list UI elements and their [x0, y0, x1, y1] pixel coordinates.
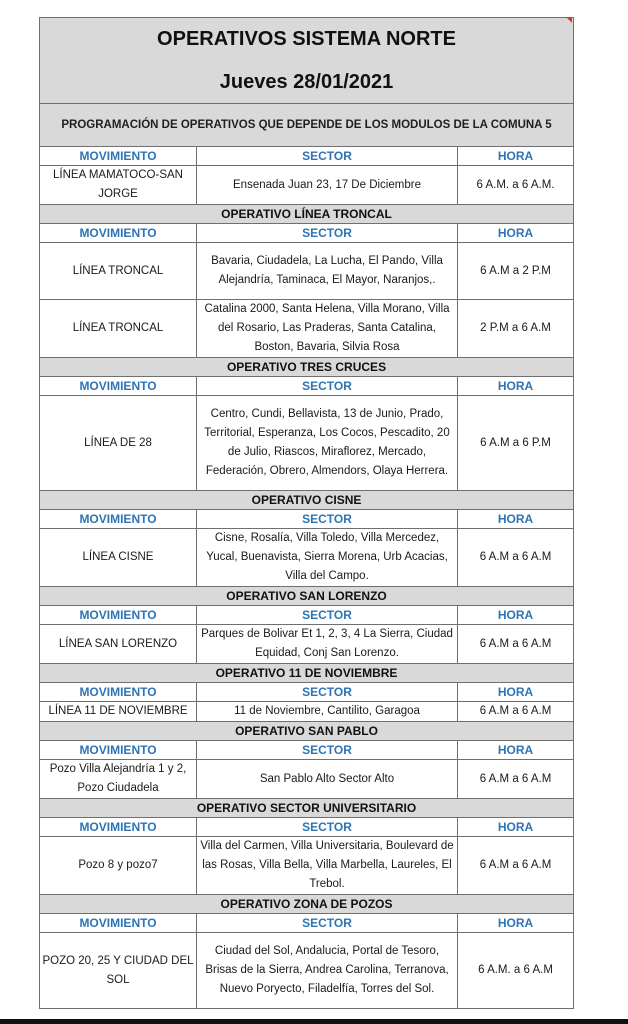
movimiento-cell: Pozo 8 y pozo7: [40, 837, 197, 895]
header-hora: HORA: [458, 606, 574, 625]
sector-cell: San Pablo Alto Sector Alto: [197, 760, 458, 799]
table-row: [40, 933, 574, 1009]
section-title: OPERATIVO 11 DE NOVIEMBRE: [40, 664, 574, 683]
page-title: OPERATIVOS SISTEMA NORTE: [40, 18, 574, 61]
operativos-table: [39, 17, 574, 1009]
comment-indicator-icon: [566, 17, 572, 23]
header-movimiento: MOVIMIENTO: [40, 914, 197, 933]
hora-cell: 6 A.M a 6 P.M: [458, 396, 574, 491]
movimiento-cell: LÍNEA DE 28: [40, 396, 197, 491]
table-row: [40, 300, 574, 358]
header-sector: SECTOR: [197, 510, 458, 529]
header-hora: HORA: [458, 510, 574, 529]
column-header-row: [40, 147, 574, 166]
header-hora: HORA: [458, 741, 574, 760]
header-movimiento: MOVIMIENTO: [40, 147, 197, 166]
header-sector: SECTOR: [197, 224, 458, 243]
section-title: OPERATIVO LÍNEA TRONCAL: [40, 205, 574, 224]
movimiento-cell: POZO 20, 25 Y CIUDAD DEL SOL: [40, 933, 197, 1009]
hora-cell: 6 A.M a 2 P.M: [458, 243, 574, 300]
column-header-row: [40, 914, 574, 933]
header-sector: SECTOR: [197, 818, 458, 837]
section-title: OPERATIVO ZONA DE POZOS: [40, 895, 574, 914]
header-movimiento: MOVIMIENTO: [40, 510, 197, 529]
movimiento-cell: Pozo Villa Alejandría 1 y 2, Pozo Ciudadela: [40, 760, 197, 799]
section-row: [40, 799, 574, 818]
hora-cell: 6 A.M. a 6 A.M.: [458, 166, 574, 205]
header-hora: HORA: [458, 683, 574, 702]
header-hora: HORA: [458, 818, 574, 837]
sector-cell: Ciudad del Sol, Andalucia, Portal de Tesoro, Brisas de la Sierra, Andrea Carolina, Terranova, Nuevo Poryecto, Filadelfía, Torres del Sol.: [197, 933, 458, 1009]
header-hora: HORA: [458, 914, 574, 933]
movimiento-cell: LÍNEA 11 DE NOVIEMBRE: [40, 702, 197, 722]
movimiento-cell: LÍNEA TRONCAL: [40, 300, 197, 358]
table-row: [40, 837, 574, 895]
hora-cell: 6 A.M a 6 A.M: [458, 760, 574, 799]
hora-cell: 6 A.M a 6 A.M: [458, 625, 574, 664]
header-movimiento: MOVIMIENTO: [40, 224, 197, 243]
table-row: [40, 625, 574, 664]
sector-cell: Catalina 2000, Santa Helena, Villa Morano, Villa del Rosario, Las Praderas, Santa Catalina, Boston, Bavaria, Silvia Rosa: [197, 300, 458, 358]
column-header-row: [40, 224, 574, 243]
sector-cell: Cisne, Rosalía, Villa Toledo, Villa Mercedez, Yucal, Buenavista, Sierra Morena, Urb Acacias, Villa del Campo.: [197, 529, 458, 587]
bottom-bar: [0, 1019, 628, 1024]
header-sector: SECTOR: [197, 606, 458, 625]
header-sector: SECTOR: [197, 741, 458, 760]
header-sector: SECTOR: [197, 914, 458, 933]
movimiento-cell: LÍNEA SAN LORENZO: [40, 625, 197, 664]
header-movimiento: MOVIMIENTO: [40, 683, 197, 702]
section-row: [40, 587, 574, 606]
section-title: OPERATIVO CISNE: [40, 491, 574, 510]
column-header-row: [40, 377, 574, 396]
section-title: OPERATIVO TRES CRUCES: [40, 358, 574, 377]
sector-cell: Bavaria, Ciudadela, La Lucha, El Pando, Villa Alejandría, Taminaca, El Mayor, Naranjos,.: [197, 243, 458, 300]
header-hora: HORA: [458, 147, 574, 166]
sector-cell: Ensenada Juan 23, 17 De Diciembre: [197, 166, 458, 205]
section-row: [40, 664, 574, 683]
column-header-row: [40, 510, 574, 529]
section-title: OPERATIVO SECTOR UNIVERSITARIO: [40, 799, 574, 818]
hora-cell: 2 P.M a 6 A.M: [458, 300, 574, 358]
column-header-row: [40, 741, 574, 760]
section-row: [40, 491, 574, 510]
date-heading: Jueves 28/01/2021: [40, 61, 574, 104]
header-sector: SECTOR: [197, 377, 458, 396]
section-row: [40, 358, 574, 377]
column-header-row: [40, 606, 574, 625]
sector-cell: Villa del Carmen, Villa Universitaria, Boulevard de las Rosas, Villa Bella, Villa Marbella, Laureles, El Trebol.: [197, 837, 458, 895]
header-movimiento: MOVIMIENTO: [40, 818, 197, 837]
sector-cell: Centro, Cundi, Bellavista, 13 de Junio, Prado, Territorial, Esperanza, Los Cocos, Pescadito, 20 de Julio, Riascos, Miraflorez, Mercado, Federación, Obrero, Almendors, Olaya Herrera.: [197, 396, 458, 491]
sector-cell: Parques de Bolivar Et 1, 2, 3, 4 La Sierra, Ciudad Equidad, Conj San Lorenzo.: [197, 625, 458, 664]
header-hora: HORA: [458, 224, 574, 243]
movimiento-cell: LÍNEA TRONCAL: [40, 243, 197, 300]
movimiento-cell: LÍNEA MAMATOCO-SAN JORGE: [40, 166, 197, 205]
table-row: [40, 529, 574, 587]
section-row: [40, 895, 574, 914]
column-header-row: [40, 683, 574, 702]
hora-cell: 6 A.M. a 6 A.M: [458, 933, 574, 1009]
table-row: [40, 702, 574, 722]
table-row: [40, 166, 574, 205]
section-row: [40, 205, 574, 224]
table-row: [40, 396, 574, 491]
header-sector: SECTOR: [197, 147, 458, 166]
section-row: [40, 722, 574, 741]
header-movimiento: MOVIMIENTO: [40, 606, 197, 625]
header-movimiento: MOVIMIENTO: [40, 377, 197, 396]
programacion-heading: PROGRAMACIÓN DE OPERATIVOS QUE DEPENDE DE LOS MODULOS DE LA COMUNA 5: [40, 104, 574, 147]
table-row: [40, 243, 574, 300]
header-sector: SECTOR: [197, 683, 458, 702]
column-header-row: [40, 818, 574, 837]
hora-cell: 6 A.M a 6 A.M: [458, 529, 574, 587]
header-hora: HORA: [458, 377, 574, 396]
table-row: [40, 760, 574, 799]
header-movimiento: MOVIMIENTO: [40, 741, 197, 760]
movimiento-cell: LÍNEA CISNE: [40, 529, 197, 587]
sector-cell: 11 de Noviembre, Cantilito, Garagoa: [197, 702, 458, 722]
hora-cell: 6 A.M a 6 A.M: [458, 837, 574, 895]
section-title: OPERATIVO SAN PABLO: [40, 722, 574, 741]
section-title: OPERATIVO SAN LORENZO: [40, 587, 574, 606]
hora-cell: 6 A.M a 6 A.M: [458, 702, 574, 722]
